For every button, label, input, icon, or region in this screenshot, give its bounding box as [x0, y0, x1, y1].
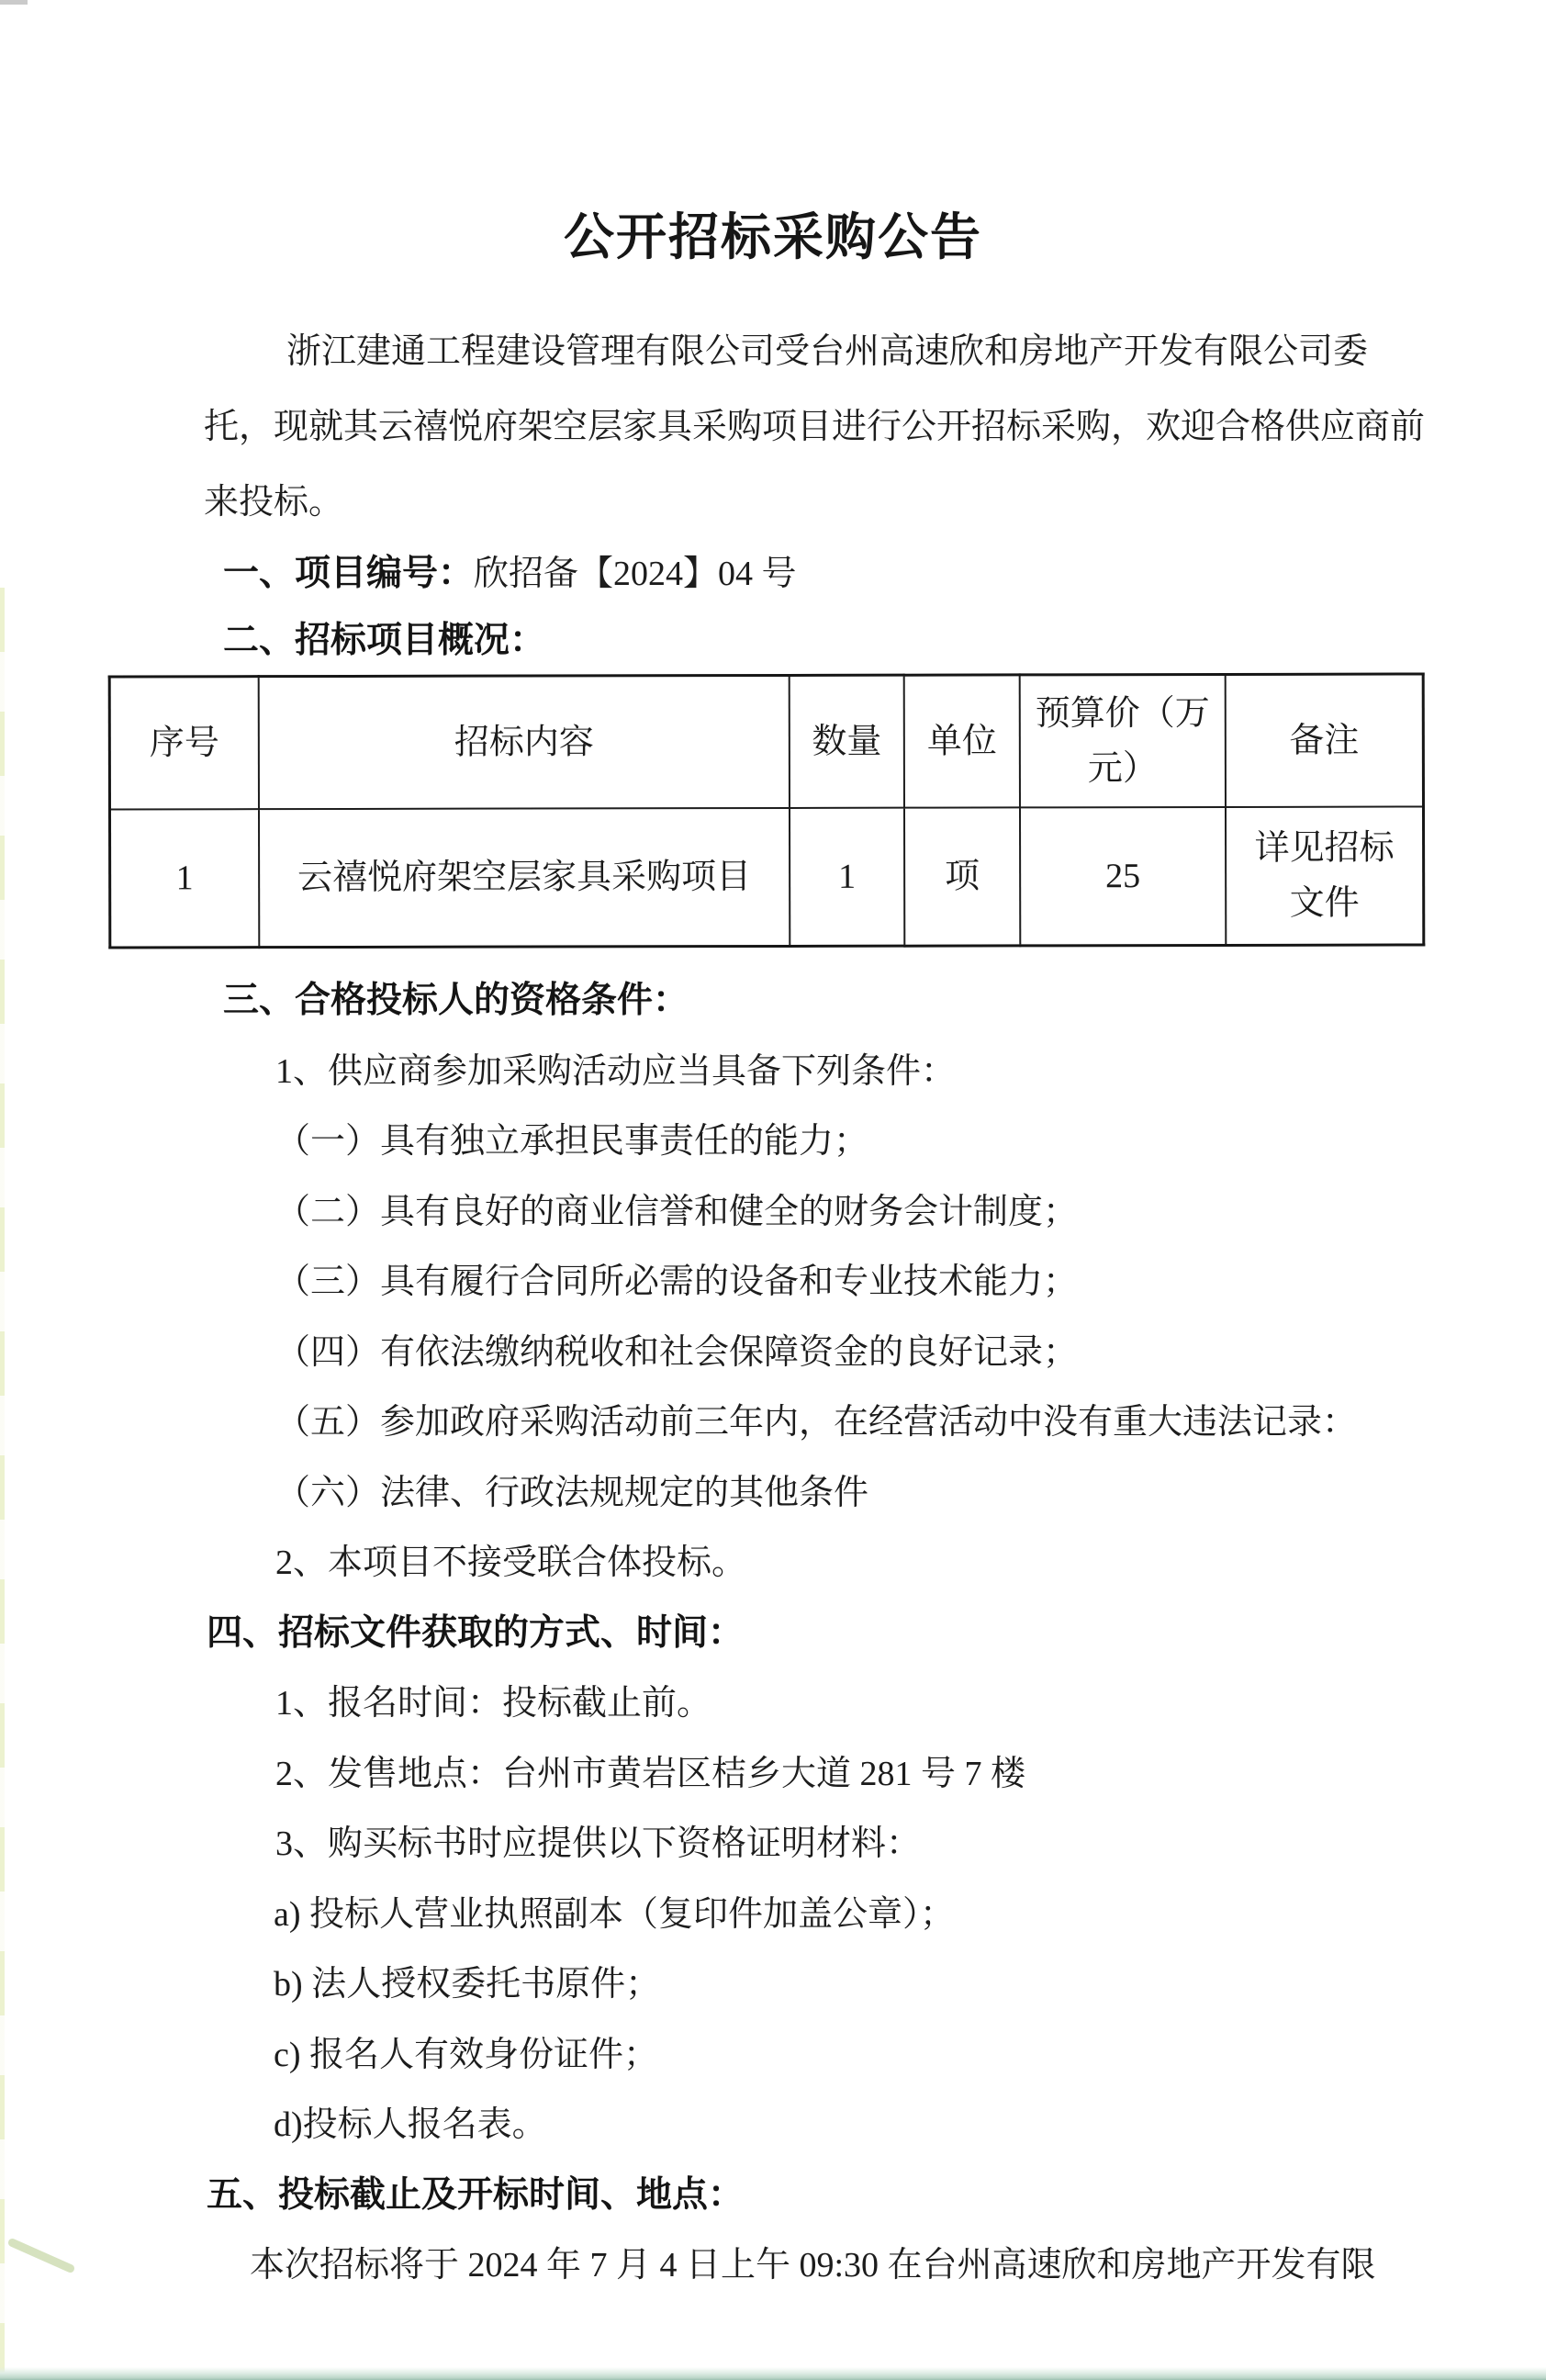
- table-header-row: [109, 674, 1423, 809]
- section-5-heading: [0, 2161, 1546, 2231]
- material-item-d: [0, 2090, 1546, 2161]
- obtain-item-3: [0, 1809, 1546, 1880]
- section-1-project-number: [0, 540, 1546, 607]
- section-4-heading: [0, 1599, 1546, 1669]
- header-budget-price: 预算价（万 元）: [1020, 674, 1226, 807]
- doc-line-text: 来投标。: [204, 483, 344, 522]
- doc-line-text: b) 法人授权委托书原件；: [274, 1965, 661, 2004]
- document-body-bottom: [0, 966, 1546, 2301]
- cell-budget-price: 25: [1020, 807, 1226, 946]
- intro-line-3: [0, 465, 1546, 540]
- qualification-item-2: [0, 1177, 1546, 1248]
- doc-line-text: a) 投标人营业执照副本（复印件加盖公章）；: [274, 1894, 956, 1934]
- intro-line-2: [0, 389, 1546, 465]
- doc-line-text: （四）有依法缴纳税收和社会保障资金的良好记录；: [275, 1332, 1079, 1372]
- cell-unit: 项: [904, 807, 1020, 946]
- scan-top-edge-artifact: [0, 0, 28, 5]
- cell-serial-number: 1: [109, 809, 259, 948]
- doc-line-text: 四、招标文件获取的方式、时间：: [207, 1612, 745, 1653]
- qualification-intro: [0, 1037, 1546, 1107]
- doc-line-text: 1、报名时间：投标截止前。: [275, 1684, 712, 1723]
- no-consortium-note: [0, 1528, 1546, 1599]
- doc-line-text: （六）法律、行政法规规定的其他条件: [275, 1473, 869, 1512]
- project-overview-table-wrap: [108, 674, 1546, 948]
- closing-line: [0, 2230, 1546, 2301]
- document-body-top: [0, 314, 1546, 674]
- doc-line-text: （三）具有履行合同所必需的设备和专业技术能力；: [275, 1263, 1079, 1301]
- material-item-b: [0, 1949, 1546, 2020]
- material-item-c: [0, 2020, 1546, 2091]
- material-item-a: [0, 1880, 1546, 1950]
- obtain-item-1: [0, 1668, 1546, 1739]
- qualification-item-5: [0, 1387, 1546, 1458]
- doc-line-text: 五、投标截止及开标时间、地点：: [207, 2174, 745, 2215]
- qualification-item-6: [0, 1458, 1546, 1529]
- doc-line-text: 二、招标项目概况：: [223, 621, 546, 660]
- header-quantity: 数量: [790, 675, 904, 808]
- qualification-item-3: [0, 1247, 1546, 1318]
- cell-quantity: 1: [790, 808, 904, 947]
- doc-line-text: 本次招标将于 2024 年 7 月 4 日上午 09:30 在台州高速欣和房地产开发有限: [250, 2246, 1376, 2285]
- scan-bottom-edge-artifact: [0, 2367, 1546, 2380]
- cell-tender-content: 云禧悦府架空层家具采购项目: [259, 808, 790, 948]
- qualification-item-4: [0, 1318, 1546, 1388]
- doc-line-text: （五）参加政府采购活动前三年内，在经营活动中没有重大违法记录：: [275, 1403, 1358, 1442]
- doc-line-text: 1、供应商参加采购活动应当具备下列条件：: [275, 1051, 957, 1091]
- document-title: 公开招标采购公告: [563, 208, 982, 265]
- header-remarks: 备注: [1226, 674, 1424, 807]
- header-tender-content: 招标内容: [259, 675, 790, 809]
- doc-line-text: 浙江建通工程建设管理有限公司受台州高速欣和房地产开发有限公司委: [286, 332, 1369, 371]
- doc-line-text: 2、发售地点：台州市黄岩区桔乡大道 281 号 7 楼: [275, 1754, 1026, 1793]
- doc-line-text: 2、本项目不接受联合体投标。: [275, 1544, 747, 1582]
- doc-line-text: （一）具有独立承担民事责任的能力；: [275, 1122, 869, 1161]
- doc-line-text: 一、项目编号：: [223, 554, 475, 593]
- cell-remarks: 详见招标 文件: [1226, 807, 1424, 946]
- doc-line-text: 3、购买标书时应提供以下资格证明材料：: [275, 1824, 922, 1863]
- qualification-item-1: [0, 1106, 1546, 1177]
- project-overview-table: [108, 672, 1426, 949]
- section-3-heading: [0, 966, 1546, 1037]
- header-unit: 单位: [904, 675, 1020, 808]
- doc-line-text: 欣招备【2024】04 号: [474, 555, 797, 593]
- intro-line-1: [0, 314, 1546, 389]
- table-row: [109, 807, 1423, 948]
- section-2-heading: [0, 607, 1546, 674]
- header-serial-number: 序号: [109, 677, 259, 810]
- scan-left-edge-artifact: [0, 588, 5, 2380]
- doc-line-text: 三、合格投标人的资格条件：: [223, 981, 689, 1020]
- doc-line-text: c) 报名人有效身份证件；: [274, 2035, 659, 2074]
- obtain-item-2: [0, 1739, 1546, 1810]
- doc-line-text: （二）具有良好的商业信誉和健全的财务会计制度；: [275, 1192, 1079, 1231]
- doc-line-text: 托，现就其云禧悦府架空层家具采购项目进行公开招标采购，欢迎合格供应商前: [204, 408, 1426, 446]
- doc-line-text: d)投标人报名表。: [274, 2105, 547, 2144]
